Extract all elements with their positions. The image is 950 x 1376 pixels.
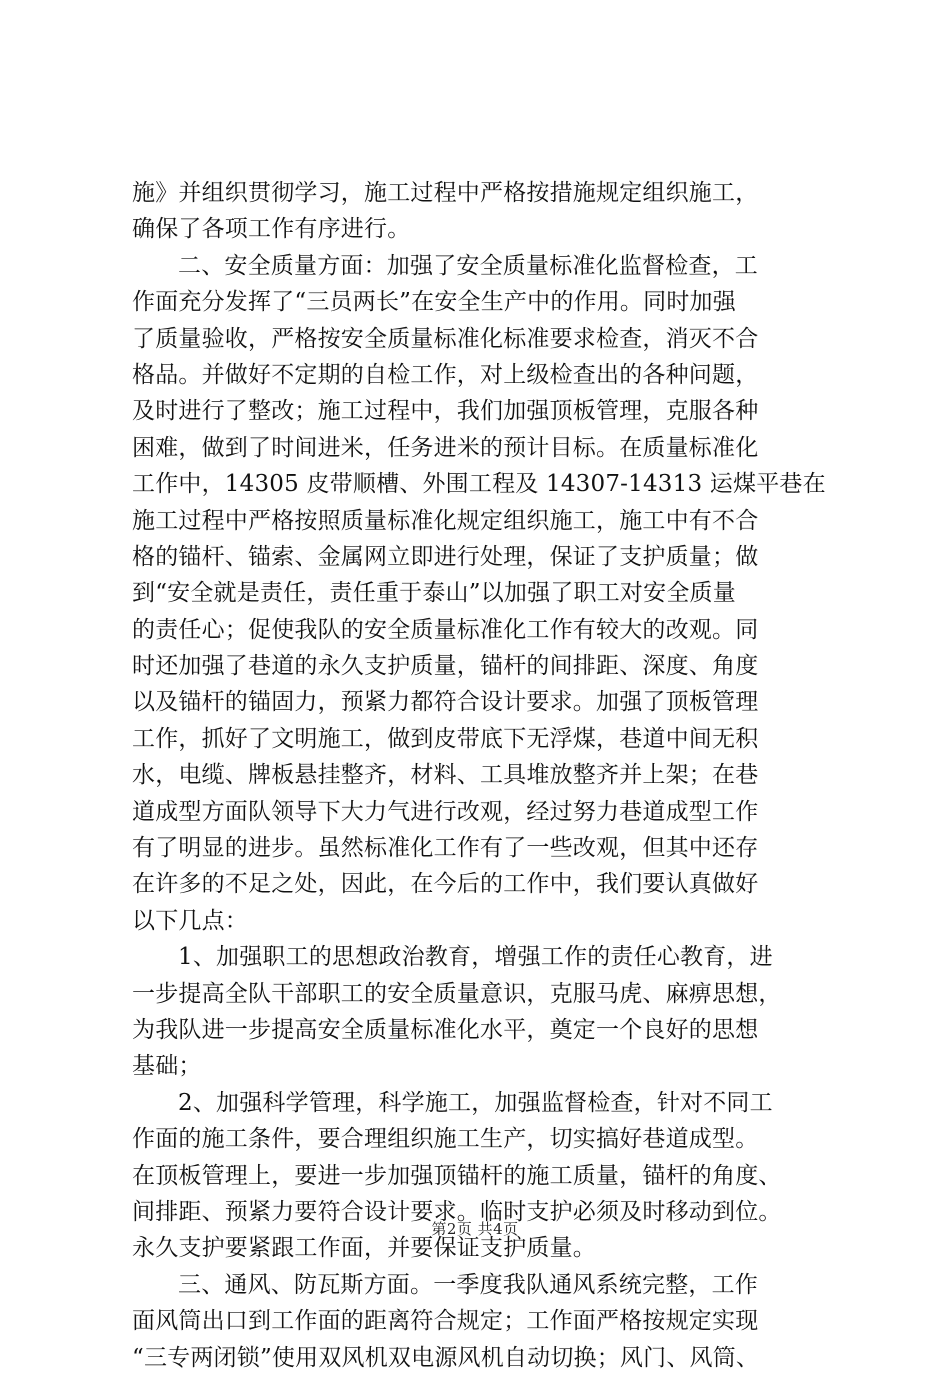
section-heading-line: 二、安全质量方面：加强了安全质量标准化监督检查，工 [178, 252, 758, 279]
text-line: 工作中，14305 皮带顺槽、外围工程及 14307-14313 运煤平巷在 [132, 471, 826, 498]
text-line: 在顶板管理上，要进一步加强顶锚杆的施工质量，锚杆的角度、 [132, 1162, 782, 1189]
text-line: 作面的施工条件，要合理组织施工生产，切实搞好巷道成型。 [132, 1126, 759, 1153]
text-line: 以及锚杆的锚固力，预紧力都符合设计要求。加强了顶板管理 [132, 689, 759, 716]
text-line: 到“安全就是责任，责任重于泰山”以加强了职工对安全质量 [132, 580, 736, 607]
text-line: 格品。并做好不定期的自检工作，对上级检查出的各种问题， [132, 361, 759, 388]
text-line: 格的锚杆、锚索、金属网立即进行处理，保证了支护质量；做 [132, 543, 759, 570]
text-line: “三专两闭锁”使用双风机双电源风机自动切换；风门、风筒、 [132, 1344, 760, 1371]
list-item-line: 2、加强科学管理，科学施工，加强监督检查，针对不同工 [178, 1089, 773, 1116]
text-line: 间排距、预紧力要符合设计要求。临时支护必须及时移动到位。 [132, 1198, 782, 1225]
text-line: 施工过程中严格按照质量标准化规定组织施工，施工中有不合 [132, 507, 759, 534]
section-heading-line: 三、通风、防瓦斯方面。一季度我队通风系统完整，工作 [178, 1271, 758, 1298]
text-line: 以下几点： [132, 907, 248, 934]
text-line: 及时进行了整改；施工过程中，我们加强顶板管理，克服各种 [132, 398, 759, 425]
text-line: 在许多的不足之处，因此，在今后的工作中，我们要认真做好 [132, 871, 759, 898]
list-item-line: 1、加强职工的思想政治教育，增强工作的责任心教育，进 [178, 944, 773, 971]
text-line: 道成型方面队领导下大力气进行改观，经过努力巷道成型工作 [132, 798, 759, 825]
text-line: 为我队进一步提高安全质量标准化水平，奠定一个良好的思想 [132, 1016, 759, 1043]
text-line: 时还加强了巷道的永久支护质量，锚杆的间排距、深度、角度 [132, 653, 759, 680]
text-line: 施》并组织贯彻学习，施工过程中严格按措施规定组织施工， [132, 180, 759, 206]
text-line: 了质量验收，严格按安全质量标准化标准要求检查，消灭不合 [132, 325, 759, 352]
text-line: 有了明显的进步。虽然标准化工作有了一些改观，但其中还存 [132, 835, 759, 862]
text-line: 困难，做到了时间进米，任务进米的预计目标。在质量标准化 [132, 434, 759, 461]
text-line: 工作，抓好了文明施工，做到皮带底下无浮煤，巷道中间无积 [132, 725, 759, 752]
text-line: 面风筒出口到工作面的距离符合规定；工作面严格按规定实现 [132, 1308, 759, 1335]
text-line: 基础； [132, 1053, 202, 1080]
text-line: 确保了各项工作有序进行。 [132, 216, 411, 243]
text-line: 水，电缆、牌板悬挂整齐，材料、工具堆放整齐并上架；在巷 [132, 762, 759, 789]
text-line: 的责任心；促使我队的安全质量标准化工作有较大的改观。同 [132, 616, 759, 643]
text-line: 永久支护要紧跟工作面，并要保证支护质量。 [132, 1235, 596, 1262]
document-body [132, 175, 832, 1376]
text-line: 一步提高全队干部职工的安全质量意识，克服马虎、麻痹思想， [132, 980, 782, 1007]
text-line: 作面充分发挥了“三员两长”在安全生产中的作用。同时加强 [132, 289, 736, 316]
page-number-footer: 第2页 共4页 [431, 1220, 519, 1238]
